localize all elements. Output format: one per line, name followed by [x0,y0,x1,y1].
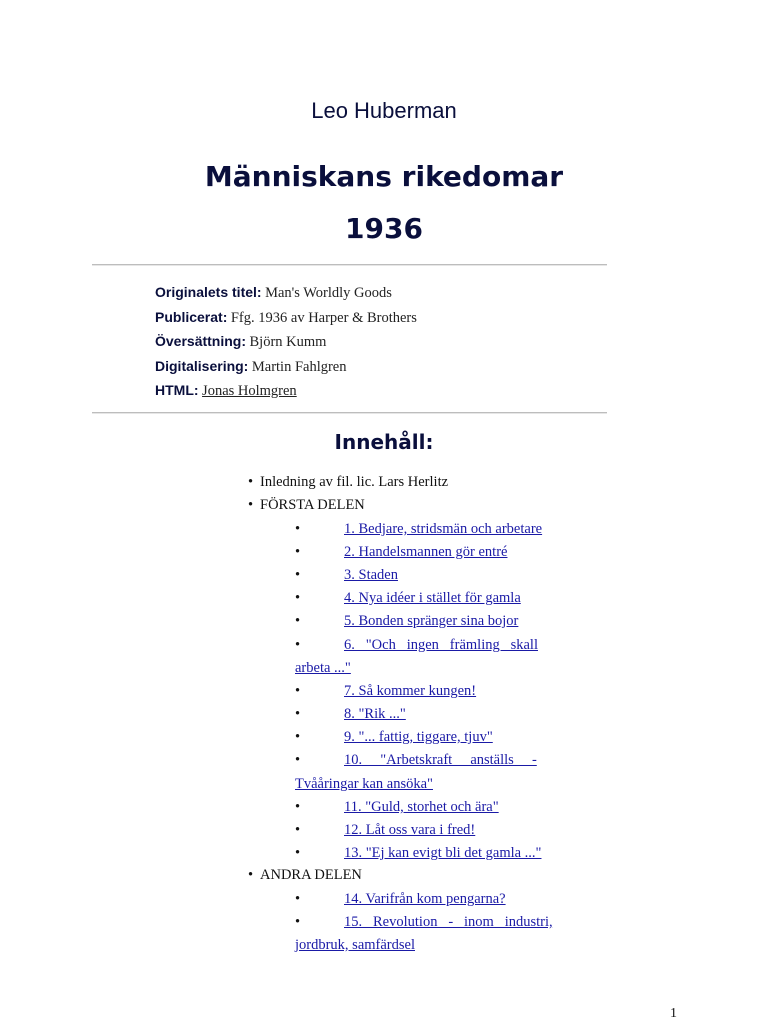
toc-chapter-10 [295,752,537,769]
toc-item-intro [248,474,448,491]
bullet-icon: • [295,822,301,838]
bullet-icon: • [248,867,254,883]
meta-label: Originalets titel: [155,284,262,300]
toc-chapter-11 [295,799,499,816]
chapter-link[interactable]: 8. "Rik ..." [344,706,406,722]
chapter-link[interactable]: 9. "... fattig, tiggare, tjuv" [344,729,493,745]
toc-chapter-1 [295,521,542,538]
bullet-icon: • [295,914,301,930]
bullet-icon: • [295,891,301,907]
bullet-icon: • [248,474,254,490]
bullet-icon: • [295,752,301,768]
bullet-icon: • [295,729,301,745]
toc-item-part1 [248,497,365,514]
toc-chapter-2 [295,544,507,561]
html-author-link[interactable]: Jonas Holmgren [202,383,297,399]
bullet-icon: • [295,799,301,815]
toc-chapter-13 [295,845,541,862]
book-title: Människans rikedomar [204,160,564,193]
divider-bottom [92,412,607,414]
toc-chapter-6 [295,637,538,654]
toc-intro-label: Inledning av fil. lic. Lars Herlitz [260,474,449,490]
toc-item-part2 [248,867,362,884]
toc-part2-label: ANDRA DELEN [260,867,362,883]
bullet-icon: • [295,567,301,583]
meta-digitization [155,355,417,380]
chapter-link[interactable]: 2. Handelsmannen gör entré [344,544,508,560]
toc-chapter-6-cont [295,660,351,677]
toc-heading: Innehåll: [334,430,434,454]
page-number: 1 [670,1006,677,1021]
chapter-link[interactable]: 13. "Ej kan evigt bli det gamla ..." [344,845,542,861]
toc-chapter-9 [295,729,493,746]
chapter-link[interactable]: 10. "Arbetskraft anställs - [344,752,537,768]
bullet-icon: • [295,521,301,537]
chapter-link[interactable]: 14. Varifrån kom pengarna? [344,891,506,907]
bullet-icon: • [295,613,301,629]
chapter-link[interactable]: 12. Låt oss vara i fred! [344,822,476,838]
toc-chapter-7 [295,683,476,700]
book-year: 1936 [345,212,423,245]
chapter-link[interactable]: arbeta ..." [295,660,351,676]
bullet-icon: • [295,637,301,653]
toc-chapter-15 [295,914,553,931]
toc-chapter-3 [295,567,398,584]
meta-label: HTML: [155,382,199,398]
meta-value: Man's Worldly Goods [265,285,392,301]
chapter-link[interactable]: jordbruk, samfärdsel [295,937,415,953]
meta-html [155,379,417,404]
chapter-link[interactable]: 1. Bedjare, stridsmän och arbetare [344,521,543,537]
toc-chapter-5 [295,613,518,630]
chapter-link[interactable]: 7. Så kommer kungen! [344,683,477,699]
toc-chapter-14 [295,891,506,908]
meta-translation [155,330,417,355]
meta-label: Översättning: [155,333,247,349]
chapter-link[interactable]: 11. "Guld, storhet och ära" [344,799,499,815]
meta-label: Publicerat: [155,308,228,325]
meta-published [155,306,417,331]
chapter-link[interactable]: 5. Bonden spränger sina bojor [344,613,519,629]
toc-chapter-12 [295,822,475,839]
toc-chapter-15-cont [295,937,415,954]
meta-value: Ffg. 1936 av Harper & Brothers [230,309,417,326]
bullet-icon: • [248,497,254,513]
bullet-icon: • [295,544,301,560]
author-name: Leo Huberman [311,98,457,123]
bullet-icon: • [295,590,301,606]
chapter-link[interactable]: 6. "Och ingen främling skall [344,637,538,653]
toc-chapter-10-cont [295,776,433,793]
meta-original-title [155,281,417,306]
chapter-link[interactable]: Tvååringar kan ansöka" [295,776,433,792]
chapter-link[interactable]: 15. Revolution - inom industri, [344,914,553,930]
bullet-icon: • [295,683,301,699]
chapter-link[interactable]: 4. Nya idéer i stället för gamla [344,590,521,606]
divider-top [92,264,607,266]
meta-label: Digitalisering: [155,357,249,374]
toc-chapter-8 [295,706,406,723]
bullet-icon: • [295,845,301,861]
chapter-link[interactable]: 3. Staden [344,567,398,583]
toc-part1-label: FÖRSTA DELEN [260,497,365,513]
meta-value: Björn Kumm [249,334,327,350]
meta-value: Martin Fahlgren [251,358,347,375]
metadata-block [155,281,417,404]
bullet-icon: • [295,706,301,722]
toc-chapter-4 [295,590,521,607]
